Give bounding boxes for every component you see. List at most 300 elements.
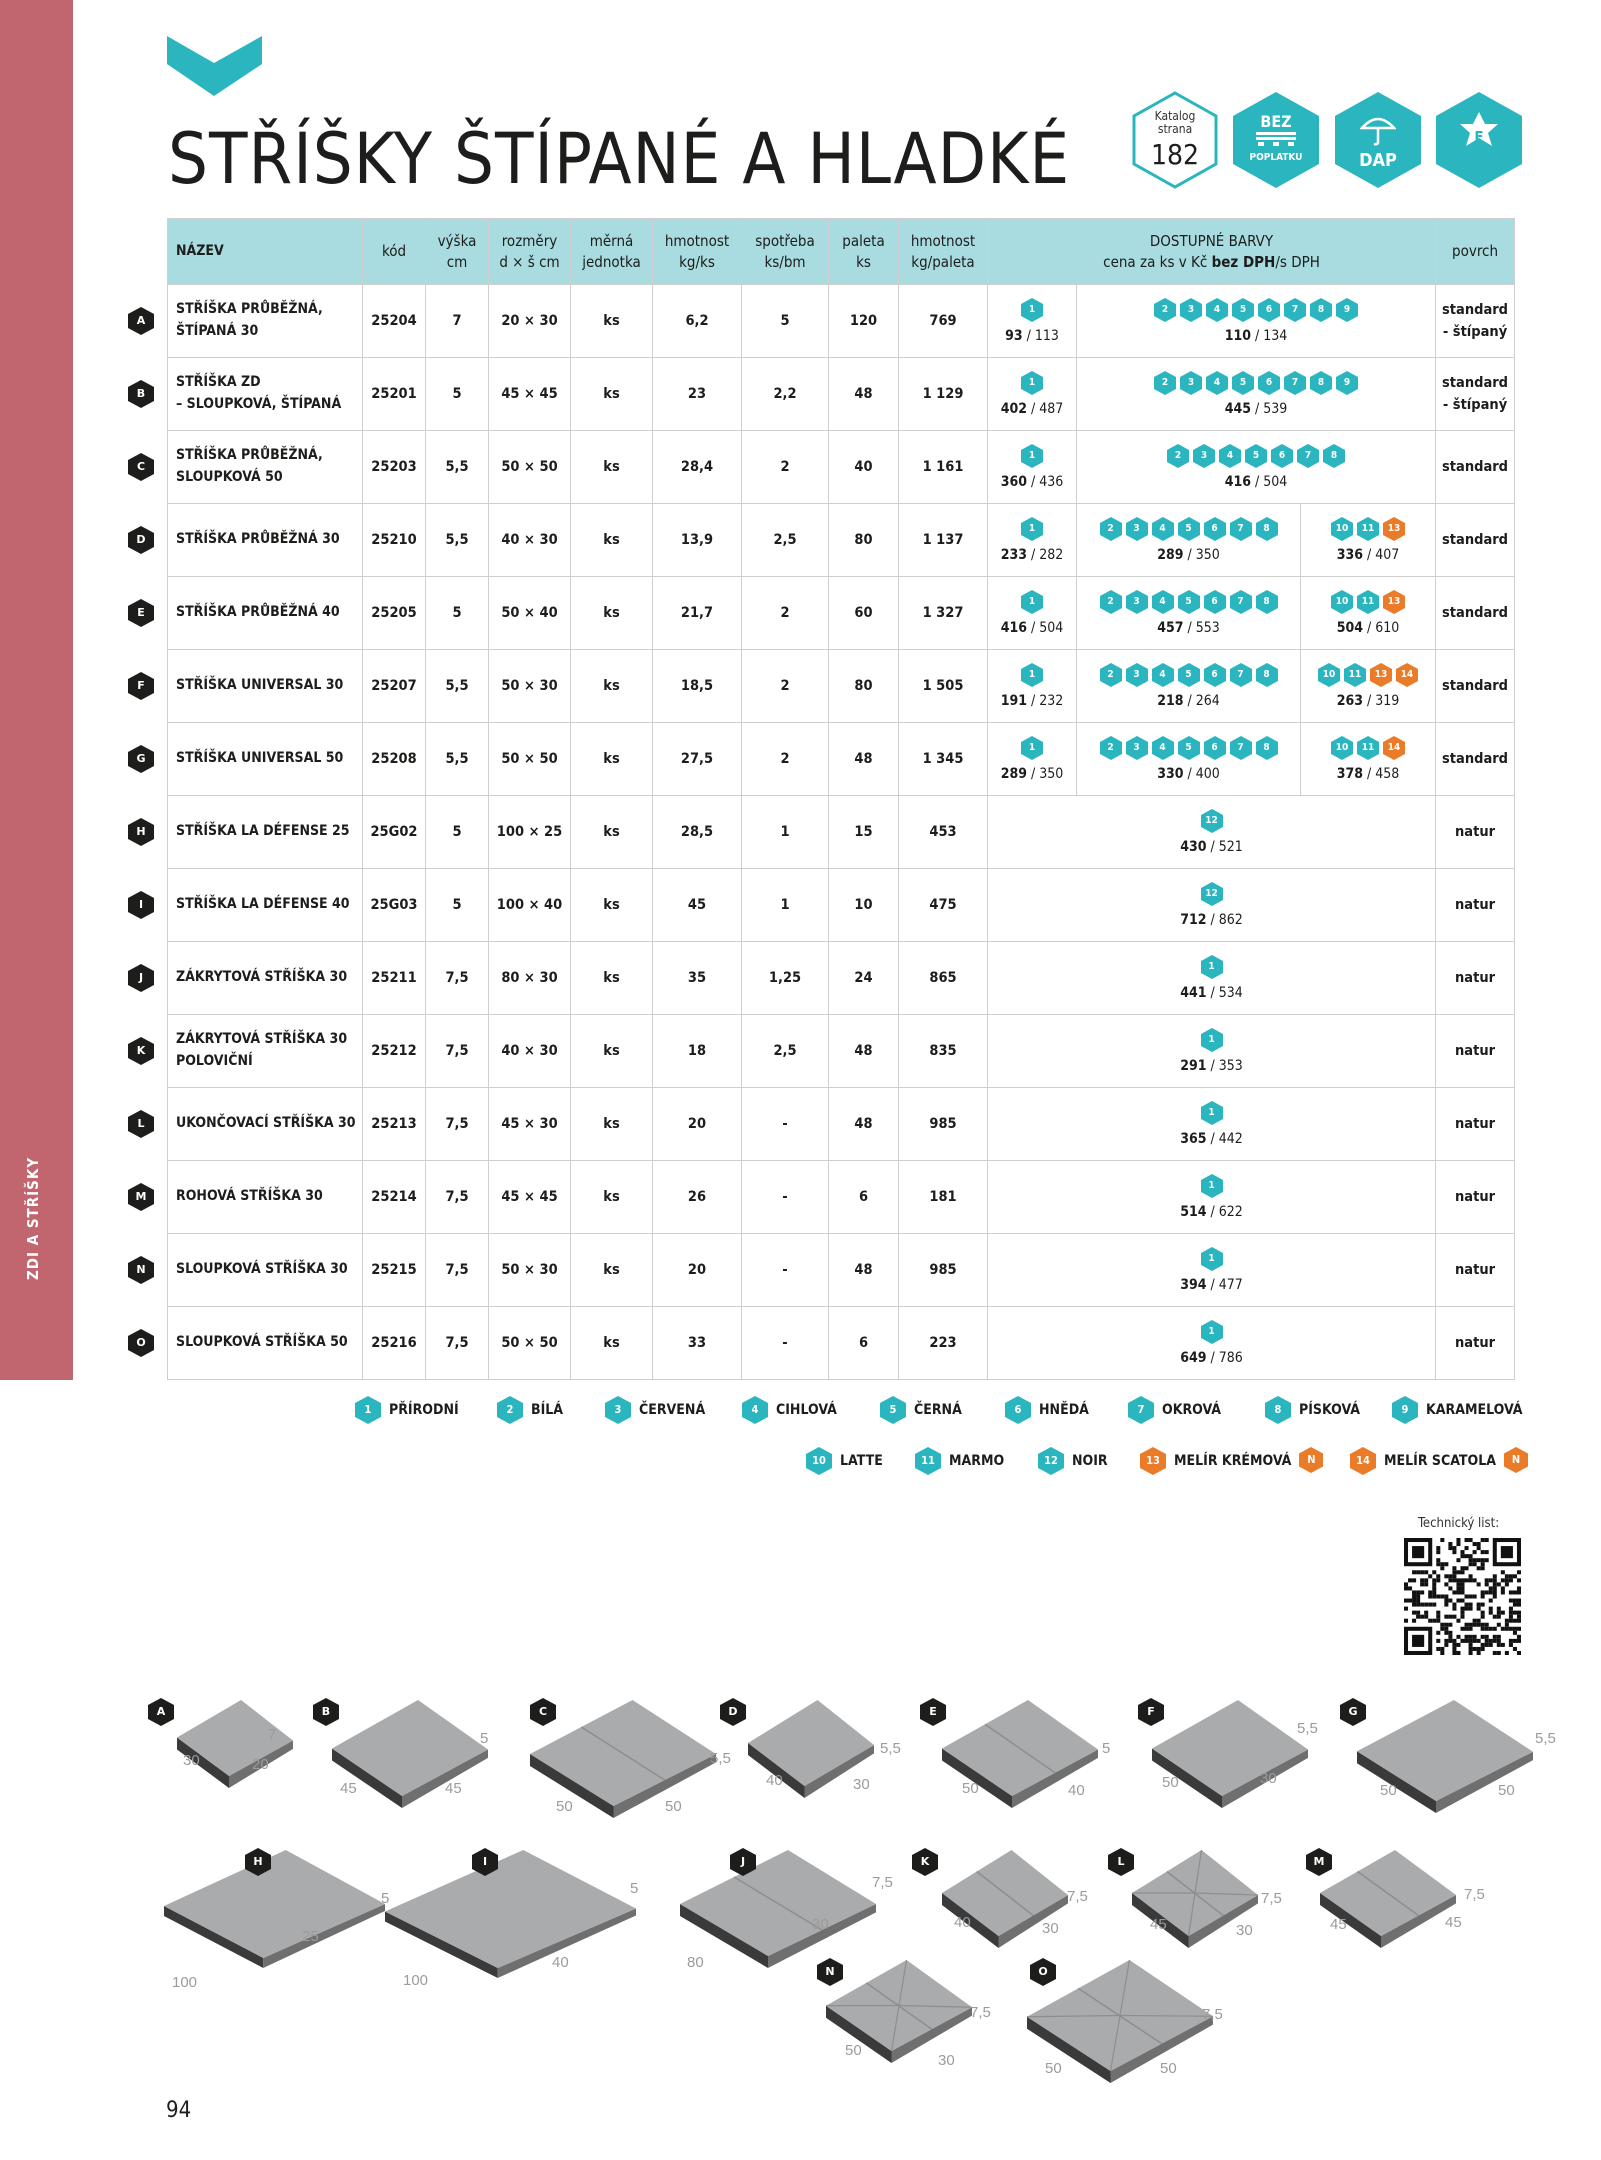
price [991,985,1432,1001]
cap-stone-illustration-icon [162,1850,390,1970]
price-separator: / [1027,693,1040,709]
price-separator: / [1206,1204,1219,1220]
dimension-label: 7,5 [872,1874,893,1891]
price-with-vat: 504 [1263,474,1288,490]
color-number: 5 [1185,523,1192,534]
cell-vyska: 5,5 [426,723,489,796]
color-swatches [991,955,1432,979]
color-swatches [1304,663,1432,687]
color-number: 1 [1208,1180,1215,1191]
dimension-label: 30 [812,1916,829,1933]
cell-kod: 25G03 [363,869,426,942]
color-4-swatch-icon [1152,663,1174,687]
cell-kod: 25208 [363,723,426,796]
price-without-vat: 445 [1224,401,1252,417]
product-table [167,218,1515,1380]
cell-povrch: standard [1436,577,1515,650]
color-3-swatch-icon [1180,298,1202,322]
color-2-swatch-icon [497,1396,523,1424]
color-10-swatch-icon [1331,517,1353,541]
price-with-vat: 442 [1218,1131,1243,1147]
color-swatches [1080,663,1297,687]
price-separator: / [1183,693,1196,709]
color-6-swatch-icon [1204,663,1226,687]
cell-jednotka: ks [571,1015,653,1088]
price-without-vat: 441 [1180,985,1207,1001]
cell-povrch: natur [1436,1015,1515,1088]
color-swatches [1080,736,1297,760]
color-13-swatch-icon [1140,1447,1166,1475]
price-without-vat: 93 [1005,328,1023,344]
row-marker-icon [128,1037,154,1065]
dimension-label: 30 [1236,1922,1253,1939]
side-section-label: ZDI A STŘÍŠKY [24,1156,42,1280]
product-marker-icon [1340,1698,1366,1726]
price-with-vat: 134 [1263,328,1288,344]
cell-povrch: standard [1436,723,1515,796]
dap-badge [1333,90,1423,190]
color-number: 4 [751,1403,759,1416]
color-price-cell [988,1161,1436,1234]
price-without-vat: 514 [1180,1204,1207,1220]
color-4-swatch-icon [742,1396,768,1424]
cell-rozmery: 50 × 50 [489,1307,571,1380]
side-section-tab [0,0,73,1380]
product-marker-letter: B [321,1705,331,1718]
color-swatches [991,663,1073,687]
cell-rozmery: 20 × 30 [489,285,571,358]
product-marker-letter: C [538,1705,548,1718]
legend-label: OKROVÁ [1162,1402,1222,1418]
color-number: 1 [1028,742,1036,753]
price-separator: / [1027,766,1040,782]
price [991,839,1432,855]
cell-spotreba: 1 [742,869,829,942]
cell-kod: 25215 [363,1234,426,1307]
catalog-page-badge [1130,90,1220,190]
product-marker-icon [1306,1848,1332,1876]
product-marker-icon [1030,1958,1056,1986]
color-10-swatch-icon [1318,663,1340,687]
dimension-label: 40 [552,1954,569,1971]
table-row [168,431,1515,504]
price-without-vat: 291 [1180,1058,1207,1074]
cell-povrch: standard [1436,650,1515,723]
cell-hmotnost: 26 [653,1161,742,1234]
color-number: 10 [1335,523,1349,534]
cell-rozmery: 50 × 40 [489,577,571,650]
color-6-swatch-icon [1204,736,1226,760]
color-number: 9 [1401,1403,1409,1416]
row-marker-letter: C [136,460,146,473]
price-separator: / [1206,839,1219,855]
cell-vyska: 7,5 [426,1307,489,1380]
color-7-swatch-icon [1297,444,1319,468]
color-number: 6 [1265,377,1273,388]
cell-jednotka: ks [571,431,653,504]
color-swatches [991,1247,1432,1271]
color-price-cell [988,650,1077,723]
color-swatches [991,517,1073,541]
product-marker-letter: I [482,1855,488,1868]
cell-kod: 25G02 [363,796,426,869]
color-14-swatch-icon [1383,736,1405,760]
cell-vyska: 5 [426,577,489,650]
color-10-swatch-icon [806,1447,832,1475]
color-price-cell [988,942,1436,1015]
color-5-swatch-icon [1178,590,1200,614]
color-6-swatch-icon [1271,444,1293,468]
legend-item [880,1396,962,1424]
dimension-label: 50 [1498,1782,1515,1799]
price-separator: / [1363,693,1376,709]
product-marker-icon [245,1848,271,1876]
table-row [168,723,1515,796]
color-13-swatch-icon [1383,590,1405,614]
price [1304,766,1432,782]
color-8-swatch-icon [1265,1396,1291,1424]
price [1080,401,1432,417]
price-without-vat: 191 [1000,693,1027,709]
color-12-swatch-icon [1038,1447,1064,1475]
product-marker-letter: F [1147,1705,1155,1718]
color-number: 6 [1211,523,1218,534]
cell-kod: 25214 [363,1161,426,1234]
color-number: 2 [1107,596,1114,607]
price [991,693,1073,709]
color-number: 6 [1211,596,1218,607]
price-separator: / [1027,547,1040,563]
color-number: 3 [1187,304,1195,315]
barvy-subtitle-c: /s DPH [1275,252,1320,271]
price-without-vat: 110 [1224,328,1252,344]
color-swatches [1304,517,1432,541]
product-name: STŘÍŠKA ZD – SLOUPKOVÁ, ŠTÍPANÁ [168,358,363,431]
dimension-label: 50 [1160,2060,1177,2077]
dap-label: DAP [1359,150,1397,171]
color-number: 3 [1133,669,1140,680]
color-number: 10 [1335,742,1349,753]
price-with-vat: 407 [1375,547,1400,563]
color-price-cell [988,1088,1436,1161]
row-marker-letter: J [138,971,144,984]
color-number: 1 [1028,523,1036,534]
color-swatches [1080,590,1297,614]
cell-hmotnost_pal: 453 [899,796,988,869]
color-number: 7 [1237,742,1244,753]
price [991,1058,1432,1074]
color-number: 3 [1133,596,1140,607]
legend-label: ČERVENÁ [639,1402,706,1418]
color-1-swatch-icon [1021,298,1043,322]
color-number: 4 [1213,377,1221,388]
table-row [168,869,1515,942]
color-swatches [991,371,1073,395]
cell-paleta: 6 [829,1161,899,1234]
cell-jednotka: ks [571,504,653,577]
color-swatches [1304,590,1432,614]
cell-kod: 25211 [363,942,426,1015]
price-without-vat: 233 [1000,547,1027,563]
row-marker-letter: F [137,679,145,692]
legend-label: CIHLOVÁ [776,1402,837,1418]
price [991,912,1432,928]
color-number: 11 [1361,523,1375,534]
color-1-swatch-icon [1021,371,1043,395]
color-8-swatch-icon [1310,298,1332,322]
cell-hmotnost_pal: 1 505 [899,650,988,723]
color-1-swatch-icon [1201,1247,1223,1271]
color-swatches [991,1320,1432,1344]
cell-hmotnost_pal: 1 129 [899,358,988,431]
cell-povrch: standard - štípaný [1436,358,1515,431]
color-price-cell [988,504,1077,577]
color-price-cell [988,869,1436,942]
legend-item [1350,1447,1530,1475]
color-8-swatch-icon [1323,444,1345,468]
price [991,620,1073,636]
cell-paleta: 15 [829,796,899,869]
price-with-vat: 504 [1039,620,1064,636]
cell-vyska: 7,5 [426,1015,489,1088]
cell-spotreba: 2 [742,723,829,796]
new-badge-icon [1504,1447,1530,1475]
cap-stone-illustration-icon [175,1700,295,1790]
col-vyska-header: výška cm [426,219,489,285]
color-number: 10 [1322,669,1336,680]
price-separator: / [1183,766,1196,782]
barvy-subtitle-b: bez DPH [1211,252,1276,271]
color-number: 5 [1239,304,1247,315]
price [991,1204,1432,1220]
color-7-swatch-icon [1230,517,1252,541]
dimension-label: 30 [853,1776,870,1793]
dimension-label: 40 [1068,1782,1085,1799]
color-number: 12 [1205,815,1218,826]
color-number: 7 [1304,450,1312,461]
row-marker-icon [128,1183,154,1211]
price [991,1277,1432,1293]
dimension-label: 50 [665,1798,682,1815]
price-separator: / [1206,1131,1219,1147]
cell-hmotnost: 27,5 [653,723,742,796]
cell-paleta: 80 [829,650,899,723]
cell-spotreba: 2 [742,650,829,723]
price-separator: / [1027,401,1040,417]
cell-rozmery: 45 × 45 [489,358,571,431]
price-with-vat: 113 [1034,328,1059,344]
price [991,1131,1432,1147]
color-swatches [991,590,1073,614]
cell-jednotka: ks [571,723,653,796]
cell-vyska: 7,5 [426,1161,489,1234]
color-number: 7 [1237,669,1244,680]
color-number: 10 [812,1454,826,1467]
cell-hmotnost_pal: 1 345 [899,723,988,796]
row-marker-icon [128,599,154,627]
dimension-label: 50 [962,1780,979,1797]
dimension-label: 7,5 [1067,1888,1088,1905]
legend-item [1038,1447,1108,1475]
col-barvy-header [988,219,1436,285]
color-4-swatch-icon [1152,590,1174,614]
cell-spotreba: 2,5 [742,1015,829,1088]
dimension-label: 45 [340,1780,357,1797]
cell-jednotka: ks [571,285,653,358]
product-marker-letter: K [920,1855,930,1868]
color-3-swatch-icon [1126,663,1148,687]
price [1080,547,1297,563]
cell-rozmery: 50 × 50 [489,723,571,796]
row-marker-letter: H [136,825,146,838]
cell-rozmery: 100 × 40 [489,869,571,942]
legend-label: MELÍR SCATOLA [1384,1453,1496,1469]
price-without-vat: 416 [1224,474,1252,490]
cell-kod: 25203 [363,431,426,504]
row-marker-icon [128,1256,154,1284]
product-marker-icon [720,1698,746,1726]
price-without-vat: 218 [1157,693,1184,709]
cell-rozmery: 45 × 30 [489,1088,571,1161]
row-marker-icon [128,672,154,700]
color-8-swatch-icon [1256,517,1278,541]
cell-povrch: standard [1436,431,1515,504]
price-without-vat: 712 [1180,912,1207,928]
color-number: 12 [1205,888,1218,899]
color-number: 5 [1239,377,1247,388]
table-header-row [168,219,1515,285]
price-with-vat: 350 [1039,766,1064,782]
price [1080,766,1297,782]
qr-code-icon[interactable] [1404,1538,1521,1655]
price-separator: / [1363,766,1376,782]
price [1304,620,1432,636]
price-without-vat: 289 [1157,547,1184,563]
cell-hmotnost_pal: 1 137 [899,504,988,577]
row-marker-letter: K [136,1044,146,1057]
price-with-vat: 319 [1375,693,1400,709]
price-with-vat: 539 [1263,401,1288,417]
cell-paleta: 120 [829,285,899,358]
color-number: 9 [1343,304,1351,315]
color-12-swatch-icon [1201,809,1223,833]
cell-vyska: 5,5 [426,504,489,577]
price-separator: / [1027,620,1040,636]
dimension-label: 5 [381,1890,390,1907]
dimension-label: 5 [480,1730,489,1747]
dimension-label: 80 [687,1954,704,1971]
product-marker-icon [472,1848,498,1876]
product-name: STŘÍŠKA PRŮBĚŽNÁ 30 [168,504,363,577]
dimension-label: 50 [556,1798,573,1815]
cell-vyska: 7,5 [426,1234,489,1307]
color-number: 2 [1161,377,1169,388]
qr-label: Technický list: [1418,1516,1500,1531]
legend-label: PÍSKOVÁ [1299,1402,1360,1418]
catalog-page-number: 182 [1150,138,1200,171]
color-number: 1 [1028,377,1036,388]
dimension-label: 5 [1102,1740,1111,1757]
barvy-title: DOSTUPNÉ BARVY [1149,232,1274,251]
price-with-vat: 264 [1195,693,1220,709]
table-row [168,358,1515,431]
price-separator: / [1206,985,1219,1001]
cell-hmotnost: 21,7 [653,577,742,650]
row-marker-letter: N [136,1263,146,1276]
color-price-cell [988,358,1077,431]
product-marker-icon [920,1698,946,1726]
table-row [168,1234,1515,1307]
color-swatches [1080,371,1432,395]
product-marker-letter: M [1313,1855,1325,1868]
legend-label: HNĚDÁ [1039,1402,1089,1418]
cell-spotreba: 2 [742,431,829,504]
product-marker-letter: J [740,1855,746,1868]
color-number: 5 [889,1403,897,1416]
legend-item [355,1396,459,1424]
price-without-vat: 504 [1336,620,1364,636]
color-number: 8 [1263,742,1270,753]
cell-kod: 25216 [363,1307,426,1380]
cell-hmotnost_pal: 865 [899,942,988,1015]
row-marker-letter: O [136,1336,146,1349]
cell-hmotnost: 45 [653,869,742,942]
product-marker-icon [730,1848,756,1876]
cell-kod: 25207 [363,650,426,723]
color-number: 5 [1185,596,1192,607]
table-row [168,1161,1515,1234]
product-marker-icon [148,1698,174,1726]
price-with-vat: 553 [1195,620,1220,636]
table-row [168,942,1515,1015]
price-without-vat: 649 [1180,1350,1207,1366]
color-number: 1 [1208,961,1215,972]
product-name: SLOUPKOVÁ STŘÍŠKA 50 [168,1307,363,1380]
price-separator: / [1183,547,1196,563]
dimension-label: 30 [1042,1920,1059,1937]
color-number: 3 [1133,523,1140,534]
price [991,401,1073,417]
color-price-cell [1301,577,1436,650]
product-name: ZÁKRYTOVÁ STŘÍŠKA 30 [168,942,363,1015]
product-name: STŘÍŠKA UNIVERSAL 50 [168,723,363,796]
color-number: 4 [1226,450,1234,461]
color-1-swatch-icon [1021,663,1043,687]
cell-paleta: 10 [829,869,899,942]
cell-spotreba: - [742,1234,829,1307]
color-price-cell [988,431,1077,504]
color-number: 3 [1200,450,1208,461]
catalog-label-1: Katalog [1154,109,1196,123]
color-number: 2 [1107,523,1114,534]
cell-vyska: 5 [426,358,489,431]
cell-rozmery: 45 × 45 [489,1161,571,1234]
row-marker-icon [128,745,154,773]
color-swatches [1080,298,1432,322]
color-number: 1 [1028,596,1036,607]
price-separator: / [1251,401,1264,417]
row-marker-icon [128,1110,154,1138]
legend-item [1128,1396,1221,1424]
cell-paleta: 80 [829,504,899,577]
color-2-swatch-icon [1100,517,1122,541]
cell-paleta: 48 [829,723,899,796]
color-14-swatch-icon [1350,1447,1376,1475]
legend-label: ČERNÁ [914,1402,962,1418]
product-name: STŘÍŠKA PRŮBĚŽNÁ 40 [168,577,363,650]
legend-label: PŘÍRODNÍ [389,1402,459,1418]
color-14-swatch-icon [1396,663,1418,687]
